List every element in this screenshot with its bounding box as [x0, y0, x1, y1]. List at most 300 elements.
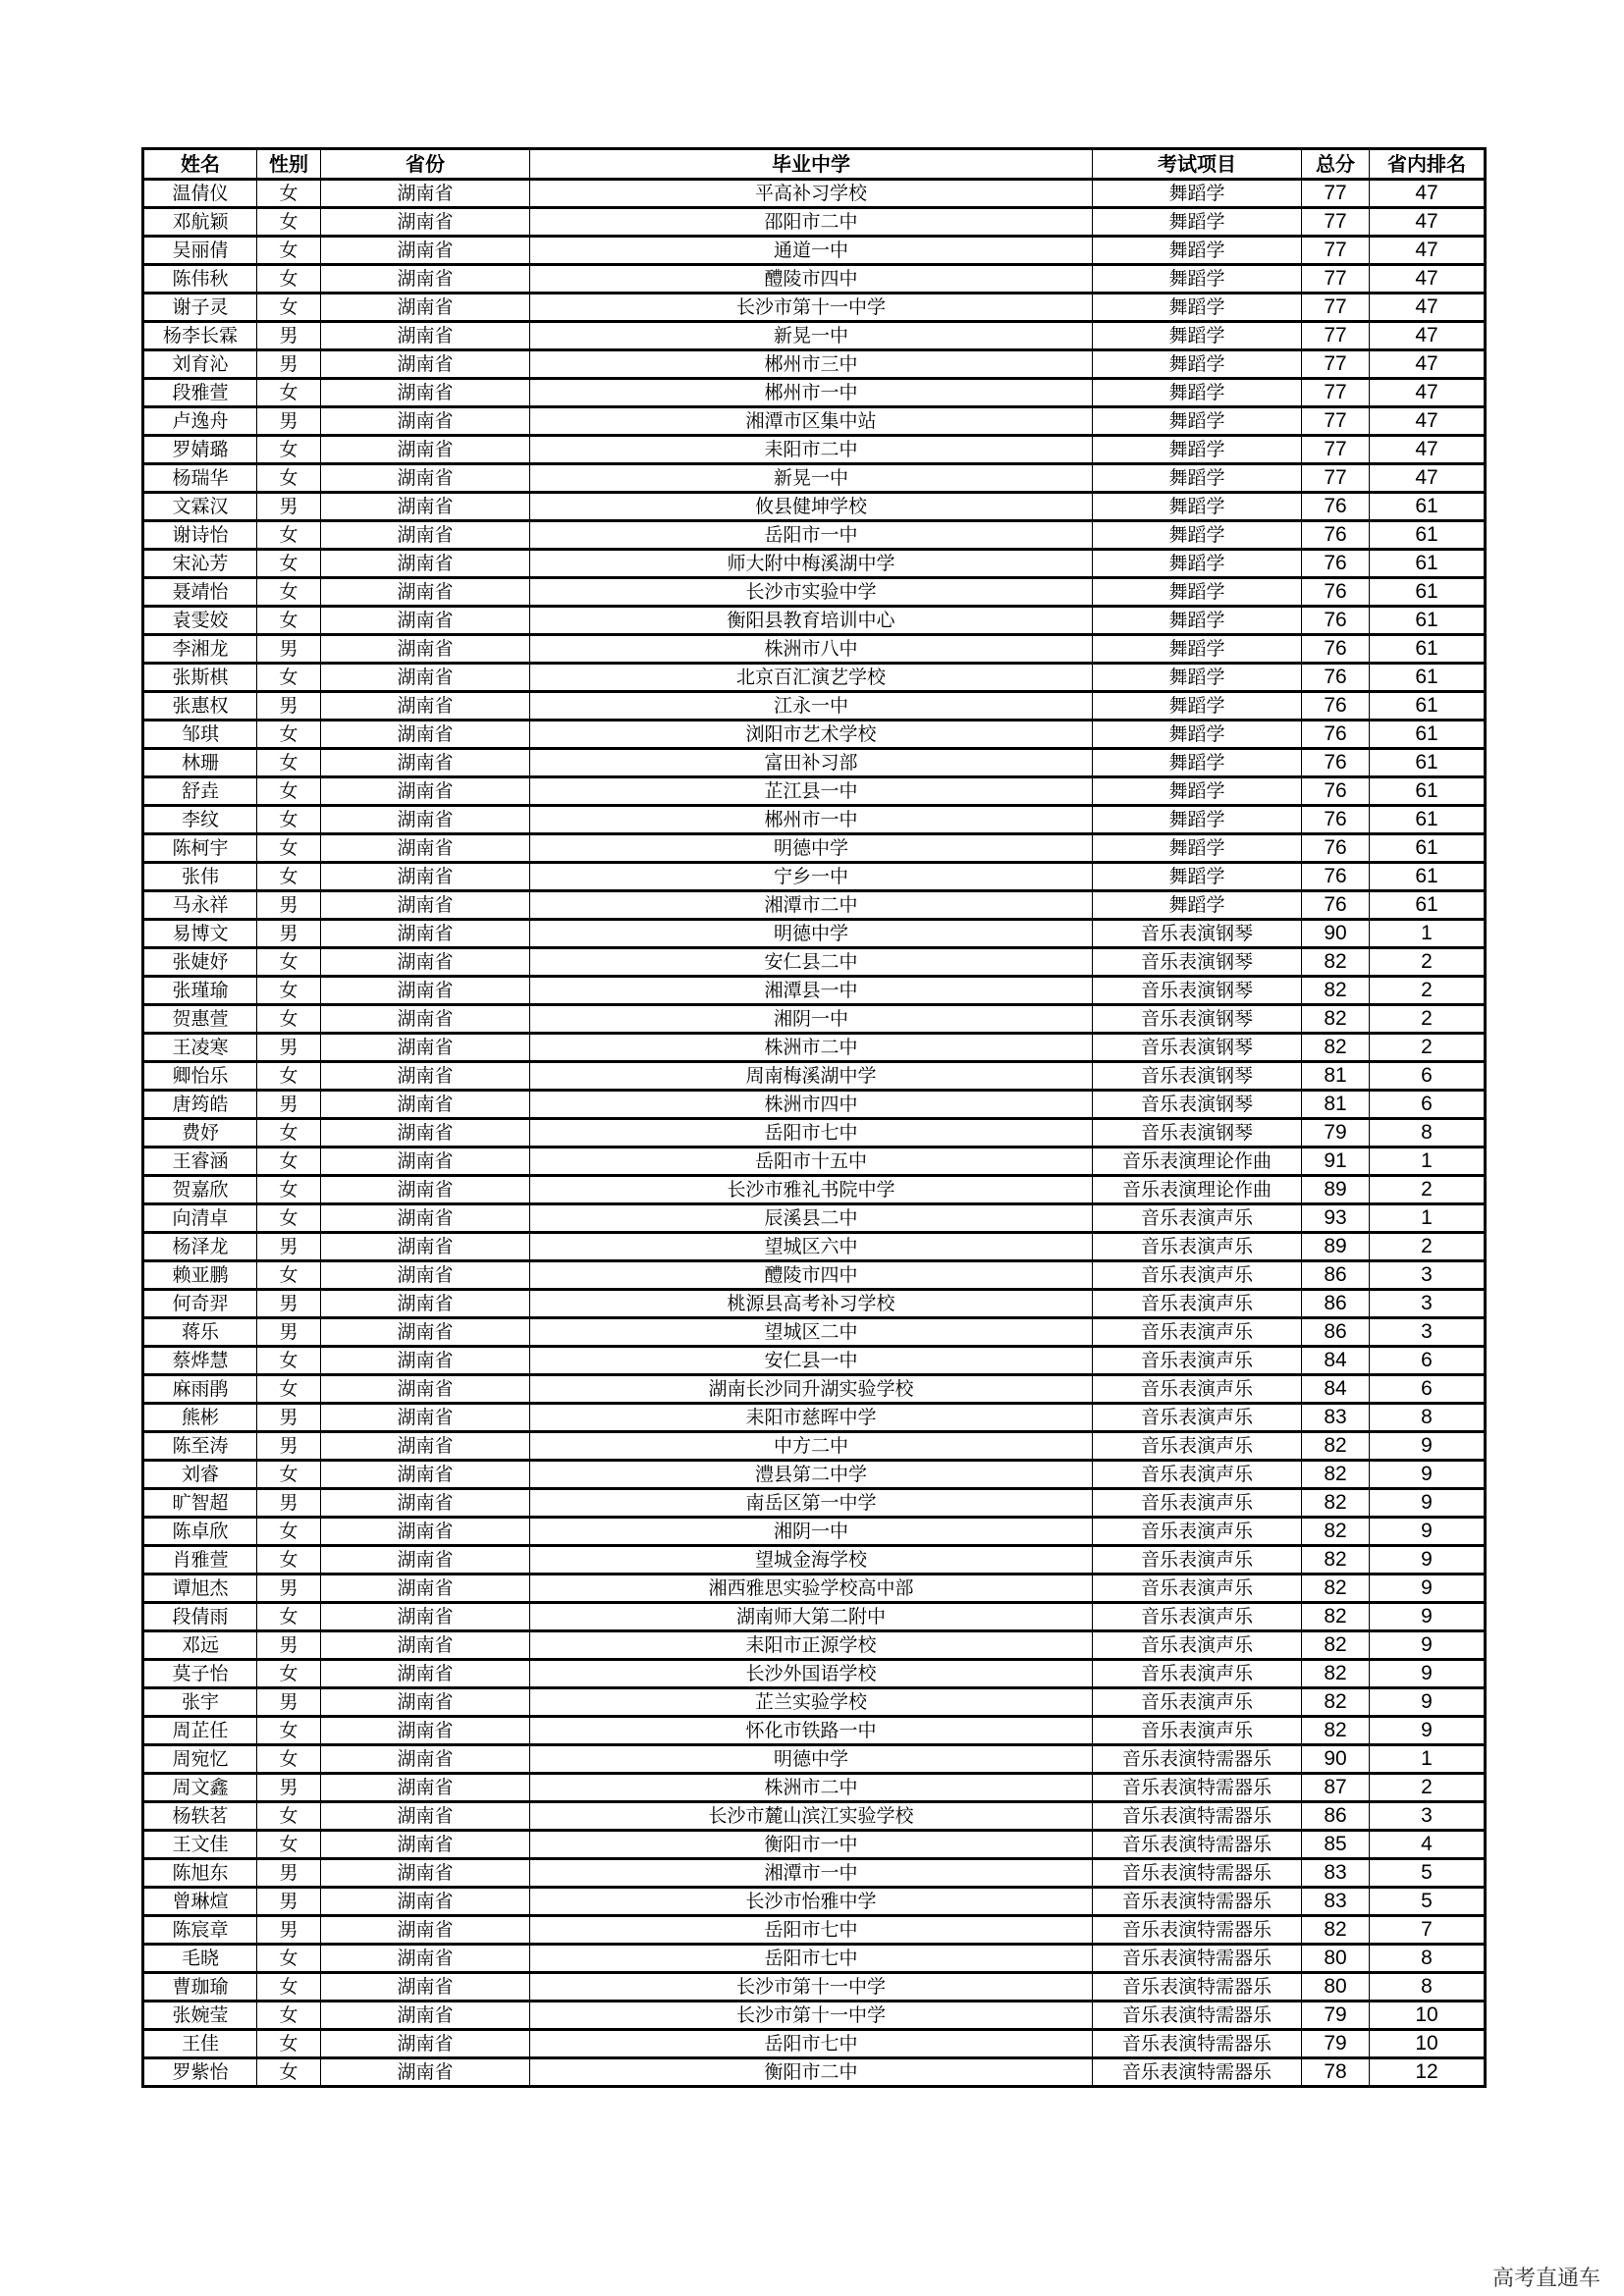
cell-name: 刘睿	[143, 1461, 257, 1489]
table-row	[143, 1802, 1486, 1831]
cell-exam-subject: 音乐表演特需器乐	[1093, 1916, 1302, 1945]
cell-gender: 男	[257, 493, 321, 521]
cell-exam-subject: 舞蹈学	[1093, 436, 1302, 464]
cell-school: 湖南长沙同升湖实验学校	[530, 1375, 1093, 1404]
cell-gender: 女	[257, 1802, 321, 1831]
table-row	[143, 1546, 1486, 1575]
cell-province-rank: 6	[1370, 1375, 1486, 1404]
cell-province: 湖南省	[321, 834, 530, 863]
cell-total-score: 76	[1302, 550, 1370, 578]
cell-school: 岳阳市一中	[530, 521, 1093, 550]
cell-school: 南岳区第一中学	[530, 1489, 1093, 1518]
cell-school: 富田补习部	[530, 749, 1093, 777]
cell-name: 谢诗怡	[143, 521, 257, 550]
table-row	[143, 464, 1486, 493]
cell-name: 蔡烨慧	[143, 1347, 257, 1375]
cell-name: 向清卓	[143, 1204, 257, 1233]
table-row	[143, 1603, 1486, 1631]
cell-total-score: 87	[1302, 1774, 1370, 1802]
cell-province-rank: 12	[1370, 2058, 1486, 2087]
cell-province-rank: 61	[1370, 863, 1486, 891]
cell-gender: 女	[257, 521, 321, 550]
cell-school: 新晃一中	[530, 464, 1093, 493]
cell-exam-subject: 音乐表演声乐	[1093, 1233, 1302, 1261]
cell-exam-subject: 音乐表演声乐	[1093, 1290, 1302, 1318]
cell-exam-subject: 音乐表演钢琴	[1093, 1091, 1302, 1119]
header-exam-subject: 考试项目	[1093, 149, 1302, 180]
cell-province-rank: 8	[1370, 1945, 1486, 1973]
cell-province-rank: 61	[1370, 607, 1486, 635]
cell-school: 江永一中	[530, 692, 1093, 721]
cell-gender: 女	[257, 1518, 321, 1546]
cell-name: 陈旭东	[143, 1859, 257, 1888]
cell-province: 湖南省	[321, 208, 530, 237]
cell-school: 湘阴一中	[530, 1005, 1093, 1034]
cell-province-rank: 9	[1370, 1660, 1486, 1688]
header-province: 省份	[321, 149, 530, 180]
cell-name: 罗紫怡	[143, 2058, 257, 2087]
cell-gender: 女	[257, 834, 321, 863]
cell-gender: 女	[257, 1717, 321, 1745]
cell-province-rank: 47	[1370, 464, 1486, 493]
cell-province-rank: 3	[1370, 1261, 1486, 1290]
cell-province-rank: 2	[1370, 948, 1486, 977]
cell-school: 周南梅溪湖中学	[530, 1062, 1093, 1091]
cell-gender: 女	[257, 806, 321, 834]
cell-exam-subject: 音乐表演特需器乐	[1093, 1888, 1302, 1916]
cell-province: 湖南省	[321, 1546, 530, 1575]
cell-exam-subject: 音乐表演特需器乐	[1093, 1745, 1302, 1774]
cell-gender: 男	[257, 1404, 321, 1432]
cell-province-rank: 9	[1370, 1489, 1486, 1518]
cell-gender: 女	[257, 180, 321, 208]
cell-gender: 女	[257, 1062, 321, 1091]
table-row	[143, 1261, 1486, 1290]
cell-exam-subject: 音乐表演声乐	[1093, 1204, 1302, 1233]
cell-name: 杨瑞华	[143, 464, 257, 493]
cell-gender: 女	[257, 721, 321, 749]
cell-gender: 女	[257, 1660, 321, 1688]
cell-school: 湘阴一中	[530, 1518, 1093, 1546]
cell-gender: 女	[257, 749, 321, 777]
cell-total-score: 82	[1302, 1717, 1370, 1745]
cell-gender: 女	[257, 208, 321, 237]
cell-name: 舒垚	[143, 777, 257, 806]
cell-name: 周芷任	[143, 1717, 257, 1745]
cell-gender: 女	[257, 1375, 321, 1404]
cell-name: 陈卓欣	[143, 1518, 257, 1546]
cell-province-rank: 2	[1370, 977, 1486, 1005]
cell-province: 湖南省	[321, 863, 530, 891]
cell-province: 湖南省	[321, 493, 530, 521]
cell-province: 湖南省	[321, 1859, 530, 1888]
table-row	[143, 1119, 1486, 1148]
cell-total-score: 82	[1302, 1916, 1370, 1945]
cell-province-rank: 5	[1370, 1859, 1486, 1888]
cell-province-rank: 61	[1370, 521, 1486, 550]
cell-province-rank: 6	[1370, 1062, 1486, 1091]
cell-total-score: 76	[1302, 692, 1370, 721]
cell-name: 聂靖怡	[143, 578, 257, 607]
cell-total-score: 77	[1302, 407, 1370, 436]
cell-school: 郴州市一中	[530, 806, 1093, 834]
cell-province: 湖南省	[321, 294, 530, 322]
footer-watermark: 高考直通车	[1492, 2267, 1601, 2291]
cell-name: 文霖汉	[143, 493, 257, 521]
table-row	[143, 635, 1486, 664]
cell-province-rank: 3	[1370, 1290, 1486, 1318]
cell-school: 衡阳县教育培训中心	[530, 607, 1093, 635]
table-row	[143, 777, 1486, 806]
cell-gender: 男	[257, 1318, 321, 1347]
cell-province: 湖南省	[321, 1945, 530, 1973]
cell-province: 湖南省	[321, 407, 530, 436]
cell-province: 湖南省	[321, 1603, 530, 1631]
cell-province-rank: 9	[1370, 1688, 1486, 1717]
table-row	[143, 1688, 1486, 1717]
cell-exam-subject: 舞蹈学	[1093, 322, 1302, 350]
table-row	[143, 977, 1486, 1005]
cell-exam-subject: 音乐表演声乐	[1093, 1404, 1302, 1432]
table-row	[143, 180, 1486, 208]
cell-gender: 男	[257, 407, 321, 436]
cell-total-score: 82	[1302, 1603, 1370, 1631]
cell-exam-subject: 音乐表演声乐	[1093, 1688, 1302, 1717]
cell-total-score: 82	[1302, 1432, 1370, 1461]
cell-name: 谭旭杰	[143, 1575, 257, 1603]
cell-province: 湖南省	[321, 2002, 530, 2030]
cell-gender: 女	[257, 1745, 321, 1774]
cell-province-rank: 61	[1370, 692, 1486, 721]
cell-name: 周宛忆	[143, 1745, 257, 1774]
cell-total-score: 82	[1302, 1461, 1370, 1489]
cell-exam-subject: 舞蹈学	[1093, 265, 1302, 294]
cell-total-score: 90	[1302, 920, 1370, 948]
cell-school: 明德中学	[530, 1745, 1093, 1774]
cell-name: 熊彬	[143, 1404, 257, 1432]
table-row	[143, 1318, 1486, 1347]
cell-gender: 男	[257, 920, 321, 948]
cell-name: 吴丽倩	[143, 237, 257, 265]
cell-gender: 男	[257, 1233, 321, 1261]
cell-school: 望城区六中	[530, 1233, 1093, 1261]
cell-gender: 女	[257, 777, 321, 806]
cell-province-rank: 3	[1370, 1802, 1486, 1831]
cell-gender: 女	[257, 464, 321, 493]
cell-exam-subject: 音乐表演特需器乐	[1093, 1802, 1302, 1831]
cell-province-rank: 61	[1370, 891, 1486, 920]
cell-province: 湖南省	[321, 1461, 530, 1489]
cell-gender: 男	[257, 1575, 321, 1603]
cell-province: 湖南省	[321, 1575, 530, 1603]
cell-province-rank: 47	[1370, 208, 1486, 237]
cell-province: 湖南省	[321, 1062, 530, 1091]
cell-gender: 男	[257, 1432, 321, 1461]
cell-name: 赖亚鹏	[143, 1261, 257, 1290]
cell-gender: 男	[257, 1091, 321, 1119]
cell-province-rank: 9	[1370, 1546, 1486, 1575]
cell-name: 李湘龙	[143, 635, 257, 664]
table-row	[143, 550, 1486, 578]
cell-exam-subject: 音乐表演理论作曲	[1093, 1176, 1302, 1204]
cell-total-score: 77	[1302, 294, 1370, 322]
cell-exam-subject: 音乐表演特需器乐	[1093, 2002, 1302, 2030]
cell-province: 湖南省	[321, 2030, 530, 2058]
cell-province-rank: 9	[1370, 1461, 1486, 1489]
cell-name: 张斯棋	[143, 664, 257, 692]
cell-exam-subject: 音乐表演特需器乐	[1093, 2058, 1302, 2087]
cell-exam-subject: 音乐表演声乐	[1093, 1261, 1302, 1290]
cell-gender: 女	[257, 1005, 321, 1034]
cell-school: 安仁县二中	[530, 948, 1093, 977]
cell-province-rank: 3	[1370, 1318, 1486, 1347]
cell-province-rank: 1	[1370, 1148, 1486, 1176]
cell-school: 耒阳市慈晖中学	[530, 1404, 1093, 1432]
cell-gender: 女	[257, 1461, 321, 1489]
cell-province: 湖南省	[321, 464, 530, 493]
cell-gender: 女	[257, 1945, 321, 1973]
cell-name: 蒋乐	[143, 1318, 257, 1347]
cell-province: 湖南省	[321, 1831, 530, 1859]
cell-school: 望城区二中	[530, 1318, 1093, 1347]
cell-exam-subject: 音乐表演声乐	[1093, 1489, 1302, 1518]
cell-province: 湖南省	[321, 550, 530, 578]
cell-name: 邹琪	[143, 721, 257, 749]
cell-school: 长沙外国语学校	[530, 1660, 1093, 1688]
cell-total-score: 76	[1302, 749, 1370, 777]
header-gender: 性别	[257, 149, 321, 180]
cell-gender: 女	[257, 1148, 321, 1176]
cell-exam-subject: 音乐表演声乐	[1093, 1546, 1302, 1575]
cell-total-score: 77	[1302, 464, 1370, 493]
cell-exam-subject: 音乐表演钢琴	[1093, 1119, 1302, 1148]
cell-total-score: 80	[1302, 1945, 1370, 1973]
cell-total-score: 83	[1302, 1859, 1370, 1888]
cell-exam-subject: 音乐表演特需器乐	[1093, 1973, 1302, 2002]
cell-total-score: 80	[1302, 1973, 1370, 2002]
cell-total-score: 76	[1302, 834, 1370, 863]
table-row	[143, 237, 1486, 265]
table-row	[143, 1062, 1486, 1091]
table-row	[143, 1916, 1486, 1945]
table-row	[143, 407, 1486, 436]
cell-gender: 女	[257, 1546, 321, 1575]
cell-gender: 男	[257, 1688, 321, 1717]
cell-total-score: 82	[1302, 1631, 1370, 1660]
table-row	[143, 664, 1486, 692]
cell-name: 张惠权	[143, 692, 257, 721]
table-row	[143, 2002, 1486, 2030]
cell-total-score: 84	[1302, 1375, 1370, 1404]
cell-school: 湘西雅思实验学校高中部	[530, 1575, 1093, 1603]
table-row	[143, 1717, 1486, 1745]
table-row	[143, 920, 1486, 948]
cell-gender: 女	[257, 2002, 321, 2030]
cell-exam-subject: 音乐表演声乐	[1093, 1660, 1302, 1688]
cell-province: 湖南省	[321, 1404, 530, 1432]
table-body	[143, 180, 1486, 2087]
cell-province: 湖南省	[321, 1432, 530, 1461]
table-row	[143, 1575, 1486, 1603]
cell-school: 新晃一中	[530, 322, 1093, 350]
cell-exam-subject: 舞蹈学	[1093, 777, 1302, 806]
cell-exam-subject: 舞蹈学	[1093, 692, 1302, 721]
cell-exam-subject: 舞蹈学	[1093, 237, 1302, 265]
cell-total-score: 85	[1302, 1831, 1370, 1859]
cell-school: 岳阳市七中	[530, 1119, 1093, 1148]
cell-school: 湘潭县一中	[530, 977, 1093, 1005]
cell-total-score: 90	[1302, 1745, 1370, 1774]
cell-name: 陈至涛	[143, 1432, 257, 1461]
cell-total-score: 78	[1302, 2058, 1370, 2087]
cell-name: 张伟	[143, 863, 257, 891]
cell-province: 湖南省	[321, 1318, 530, 1347]
cell-school: 中方二中	[530, 1432, 1093, 1461]
cell-school: 岳阳市七中	[530, 1916, 1093, 1945]
cell-province-rank: 61	[1370, 749, 1486, 777]
cell-province: 湖南省	[321, 1233, 530, 1261]
cell-name: 陈宸章	[143, 1916, 257, 1945]
cell-gender: 女	[257, 664, 321, 692]
cell-province-rank: 9	[1370, 1603, 1486, 1631]
table-row	[143, 1176, 1486, 1204]
cell-total-score: 76	[1302, 777, 1370, 806]
cell-exam-subject: 音乐表演钢琴	[1093, 977, 1302, 1005]
cell-total-score: 76	[1302, 521, 1370, 550]
cell-province: 湖南省	[321, 1148, 530, 1176]
cell-province-rank: 2	[1370, 1176, 1486, 1204]
cell-gender: 男	[257, 350, 321, 379]
cell-school: 澧县第二中学	[530, 1461, 1093, 1489]
table-row	[143, 1973, 1486, 2002]
cell-exam-subject: 音乐表演声乐	[1093, 1347, 1302, 1375]
cell-province-rank: 1	[1370, 1204, 1486, 1233]
cell-province: 湖南省	[321, 777, 530, 806]
cell-total-score: 79	[1302, 2030, 1370, 2058]
cell-total-score: 77	[1302, 237, 1370, 265]
cell-name: 杨泽龙	[143, 1233, 257, 1261]
cell-province: 湖南省	[321, 721, 530, 749]
cell-gender: 男	[257, 1631, 321, 1660]
cell-name: 张瑾瑜	[143, 977, 257, 1005]
cell-exam-subject: 舞蹈学	[1093, 834, 1302, 863]
cell-province: 湖南省	[321, 1034, 530, 1062]
cell-name: 罗婧璐	[143, 436, 257, 464]
cell-gender: 女	[257, 379, 321, 407]
cell-total-score: 76	[1302, 635, 1370, 664]
cell-name: 贺惠萱	[143, 1005, 257, 1034]
cell-province-rank: 5	[1370, 1888, 1486, 1916]
cell-name: 温倩仪	[143, 180, 257, 208]
cell-gender: 女	[257, 1176, 321, 1204]
cell-province-rank: 6	[1370, 1347, 1486, 1375]
cell-school: 长沙市第十一中学	[530, 2002, 1093, 2030]
cell-gender: 女	[257, 607, 321, 635]
cell-gender: 女	[257, 1119, 321, 1148]
cell-gender: 女	[257, 265, 321, 294]
header-name: 姓名	[143, 149, 257, 180]
cell-province-rank: 2	[1370, 1034, 1486, 1062]
cell-exam-subject: 舞蹈学	[1093, 863, 1302, 891]
cell-total-score: 82	[1302, 1489, 1370, 1518]
cell-gender: 女	[257, 294, 321, 322]
cell-exam-subject: 音乐表演声乐	[1093, 1518, 1302, 1546]
cell-province: 湖南省	[321, 1888, 530, 1916]
cell-province: 湖南省	[321, 1176, 530, 1204]
cell-province: 湖南省	[321, 1660, 530, 1688]
cell-school: 株洲市二中	[530, 1774, 1093, 1802]
cell-exam-subject: 舞蹈学	[1093, 407, 1302, 436]
cell-name: 旷智超	[143, 1489, 257, 1518]
cell-province: 湖南省	[321, 1774, 530, 1802]
cell-province-rank: 61	[1370, 550, 1486, 578]
table-row	[143, 1233, 1486, 1261]
cell-exam-subject: 舞蹈学	[1093, 806, 1302, 834]
cell-school: 岳阳市七中	[530, 1945, 1093, 1973]
cell-name: 林珊	[143, 749, 257, 777]
cell-school: 明德中学	[530, 834, 1093, 863]
cell-province-rank: 1	[1370, 1745, 1486, 1774]
cell-total-score: 76	[1302, 664, 1370, 692]
cell-exam-subject: 音乐表演声乐	[1093, 1318, 1302, 1347]
cell-name: 杨李长霖	[143, 322, 257, 350]
cell-school: 岳阳市七中	[530, 2030, 1093, 2058]
cell-school: 浏阳市艺术学校	[530, 721, 1093, 749]
cell-exam-subject: 舞蹈学	[1093, 607, 1302, 635]
cell-school: 宁乡一中	[530, 863, 1093, 891]
cell-total-score: 76	[1302, 863, 1370, 891]
cell-total-score: 77	[1302, 265, 1370, 294]
cell-total-score: 82	[1302, 1688, 1370, 1717]
cell-province-rank: 47	[1370, 436, 1486, 464]
cell-total-score: 81	[1302, 1062, 1370, 1091]
cell-province: 湖南省	[321, 1204, 530, 1233]
cell-name: 刘育沁	[143, 350, 257, 379]
cell-gender: 男	[257, 1859, 321, 1888]
cell-exam-subject: 音乐表演特需器乐	[1093, 2030, 1302, 2058]
cell-gender: 男	[257, 322, 321, 350]
cell-exam-subject: 舞蹈学	[1093, 379, 1302, 407]
cell-name: 卿怡乐	[143, 1062, 257, 1091]
cell-province-rank: 47	[1370, 350, 1486, 379]
cell-name: 张婕妤	[143, 948, 257, 977]
cell-name: 谢子灵	[143, 294, 257, 322]
cell-gender: 男	[257, 692, 321, 721]
cell-gender: 女	[257, 1261, 321, 1290]
cell-gender: 男	[257, 1034, 321, 1062]
table-row	[143, 1631, 1486, 1660]
cell-school: 邵阳市二中	[530, 208, 1093, 237]
table-row	[143, 1859, 1486, 1888]
cell-exam-subject: 音乐表演钢琴	[1093, 1062, 1302, 1091]
cell-province-rank: 61	[1370, 493, 1486, 521]
cell-name: 张婉莹	[143, 2002, 257, 2030]
cell-total-score: 86	[1302, 1802, 1370, 1831]
cell-total-score: 91	[1302, 1148, 1370, 1176]
header-total-score: 总分	[1302, 149, 1370, 180]
cell-province-rank: 47	[1370, 265, 1486, 294]
cell-gender: 男	[257, 1290, 321, 1318]
cell-total-score: 82	[1302, 1034, 1370, 1062]
cell-total-score: 77	[1302, 379, 1370, 407]
cell-exam-subject: 舞蹈学	[1093, 208, 1302, 237]
cell-exam-subject: 音乐表演声乐	[1093, 1603, 1302, 1631]
cell-gender: 男	[257, 891, 321, 920]
cell-exam-subject: 舞蹈学	[1093, 635, 1302, 664]
cell-province-rank: 9	[1370, 1717, 1486, 1745]
table-row	[143, 1091, 1486, 1119]
cell-province-rank: 1	[1370, 920, 1486, 948]
